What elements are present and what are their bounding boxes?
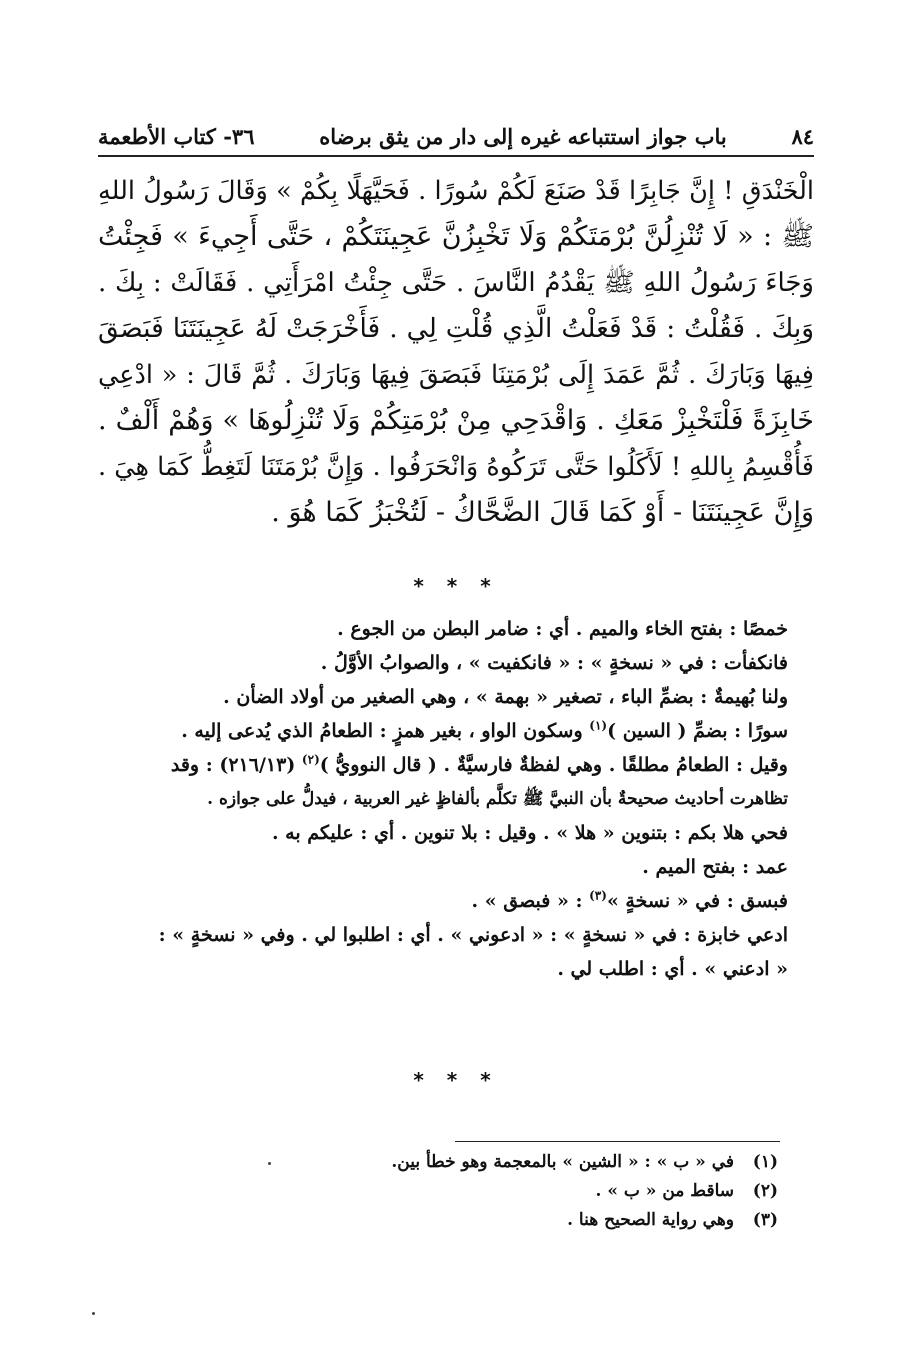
footnote-text: وهي رواية الصحيح هنا . [567,1210,734,1230]
glossary-notes [98,612,788,986]
note-line: خمصًا : بفتح الخاء والميم . أي : ضامر البطن من الجوع . [337,618,788,640]
note-line: ادعي خابزة : في « نسخةٍ » : « ادعوني » . أي : اطلبوا لي . وفي « نسخةٍ » : [158,924,788,946]
note-text: وقيل : الطعامُ مطلقًا . وهي لفظةٌ فارسيَّةٌ . ( قال النوويُّ ) [319,754,788,776]
note-line: تظاهرت أحاديث صحيحةٌ بأن النبيَّ ﷺ تكلَّم بألفاظٍ غير العربية ، فيدلُّ على جوازه . [207,789,788,809]
note-text: : « فبصق » . [471,890,590,912]
scan-speck [92,1312,95,1315]
hadith-line: وَجَاءَ رَسُولُ اللهِ ﷺ يَقْدُمُ النَّاسَ . حَتَّى جِئْتُ امْرَأَتِي . فَقَالَتْ : بِكَ . [98,268,814,298]
note-line [98,884,788,918]
note-line: ولنا بُهيمةٌ : بضمِّ الباء ، تصغير « بهمة » ، وهي الصغير من أولاد الضأن . [223,686,788,708]
note-text: (٢١٦/١٣) : وقد [170,754,302,776]
footnote [98,1206,778,1235]
section-separator: * * * [413,1068,499,1092]
note-line: عمد : بفتح الميم . [642,856,788,878]
hadith-line: ﷺ : « لَا تُنْزِلُنَّ بُرْمَتَكُمْ وَلَا تَخْبِزُنَّ عَجِينَتَكُمْ ، حَتَّى أَجِيءَ » فَجِئْتُ [98,221,814,252]
note-line: « ادعني » . أي : اطلب لي . [557,958,788,980]
footnote-text: ساقط من « ب » . [595,1181,734,1201]
section-separator: * * * [413,574,499,598]
chapter-title: باب جواز استتباعه غيره إلى دار من يثق برضاه [319,124,727,149]
hadith-line: فِيهَا وَبَارَكَ . ثُمَّ عَمَدَ إِلَى بُرْمَتِنَا فَبَصَقَ فِيهَا وَبَارَكَ . ثُمَّ قَالَ : « ادْعِي [98,360,814,390]
footnote-number: (٣) [752,1210,778,1230]
note-line: فحي هلا بكم : بتنوين « هلا » . وقيل : بلا تنوين . أي : عليكم به . [271,822,788,844]
footnote-number: (٢) [752,1181,778,1201]
page-number: ٨٤ [791,124,814,149]
footnote-text: في « ب » : « الشين » بالمعجمة وهو خطأ بين. [391,1152,734,1172]
hadith-line: وَبِكَ . فَقُلْتُ : قَدْ فَعَلْتُ الَّذِي قُلْتِ لِي . فَأَخْرَجَتْ لَهُ عَجِينَتَنَا فَبَصَقَ [98,313,814,344]
note-line: فانكفأت : في « نسخةٍ » : « فانكفيت » ، والصوابُ الأوَّلُ . [320,652,788,674]
running-header [98,112,814,152]
footnote [98,1177,778,1206]
footnotes [98,1148,778,1235]
hadith-line: فَأُقْسِمُ بِاللهِ ! لَأَكَلُوا حَتَّى تَرَكُوهُ وَانْحَرَفُوا . وَإِنَّ بُرْمَتَنَا لَتَغِطُّ كَمَا هِيَ . [98,452,814,482]
note-line [98,714,788,748]
footnote-ref: (٣) [589,888,607,903]
note-text: وسكون الواو ، بغير همزٍ : الطعامُ الذي يُدعى إليه . [181,720,590,742]
footnote-ref: (١) [589,718,608,733]
hadith-line: خَابِزَةً فَلْتَخْبِزْ مَعَكِ . وَاقْدَحِي مِنْ بُرْمَتِكُمْ وَلَا تُنْزِلُوهَا » وَهُمْ أَلْفٌ . [98,405,814,436]
scan-speck [268,1162,271,1165]
hadith-text [98,168,814,536]
footnote-ref: (٢) [301,752,320,767]
footnote-rule [455,1141,780,1142]
header-rule [98,155,814,157]
note-text: سورًا : بضمِّ ( السين ) [607,720,788,742]
hadith-line: الْخَنْدَقِ ! إِنَّ جَابِرًا قَدْ صَنَعَ لَكُمْ سُورًا . فَحَيَّهَلًا بِكُمْ » وَقَالَ رَسُولُ اللهِ [98,176,814,206]
note-line [98,748,788,782]
book-title: ٣٦- كتاب الأطعمة [98,124,255,149]
footnote [98,1148,778,1177]
note-text: فبسق : في « نسخةٍ » [606,890,788,912]
footnote-number: (١) [752,1152,778,1172]
hadith-line: وَإِنَّ عَجِينَتَنَا - أَوْ كَمَا قَالَ الضَّحَّاكُ - لَتُخْبَزُ كَمَا هُوَ . [271,497,814,528]
